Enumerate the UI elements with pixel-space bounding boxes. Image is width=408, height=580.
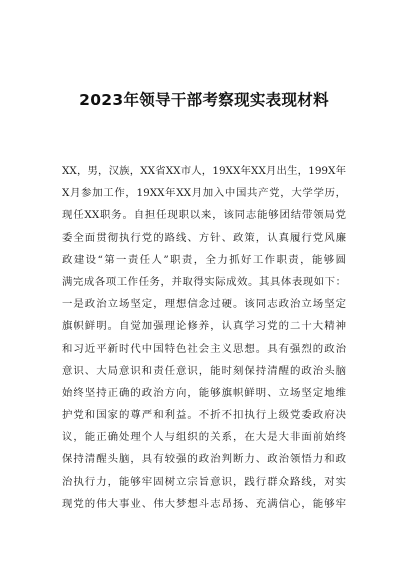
body-line: 始终坚持正确的政治方向，能够旗帜鲜明、立场坚定地维: [62, 386, 346, 399]
body-line: 旗帜鲜明。自觉加强理论修养，认真学习党的二十大精神: [62, 320, 346, 333]
body-line: 护党和国家的尊严和利益。不折不扣执行上级党委政府决: [62, 409, 346, 422]
body-line: 委全面贯彻执行党的路线、方针、政策，认真履行党风廉: [62, 231, 346, 244]
body-line: 满完成各项工作任务，并取得实际成效。其具体表现如下：: [62, 275, 346, 288]
body-line: 一是政治立场坚定，理想信念过硬。该同志政治立场坚定: [62, 298, 346, 311]
body-line: 现任XX职务。自担任现职以来，该同志能够团结带领局党: [62, 209, 346, 222]
body-line: 政建设“第一责任人”职责，全力抓好工作职责，能够圆: [62, 253, 346, 266]
body-line: XX，男，汉族，XX省XX市人，19XX年XX月出生，199X年: [62, 165, 346, 177]
document-body: [62, 160, 346, 515]
body-line: 现党的伟大事业、伟大梦想斗志昂扬、充满信心，能够牢: [62, 497, 346, 510]
body-line: 和习近平新时代中国特色社会主义思想。具有强烈的政治: [62, 342, 346, 355]
body-line: 保持清醒头脑，具有较强的政治判断力、政治领悟力和政: [62, 453, 346, 466]
document-title: 2023年领导干部考察现实表现材料: [79, 91, 329, 109]
body-line: 治执行力，能够牢固树立宗旨意识，践行群众路线，对实: [62, 475, 346, 488]
body-line: 意识、大局意识和责任意识，能时刻保持清醒的政治头脑: [62, 364, 346, 377]
body-line: 议，能正确处理个人与组织的关系，在大是大非面前始终: [62, 431, 346, 444]
body-line: X月参加工作，19XX年XX月加入中国共产党，大学学历，: [62, 187, 346, 200]
